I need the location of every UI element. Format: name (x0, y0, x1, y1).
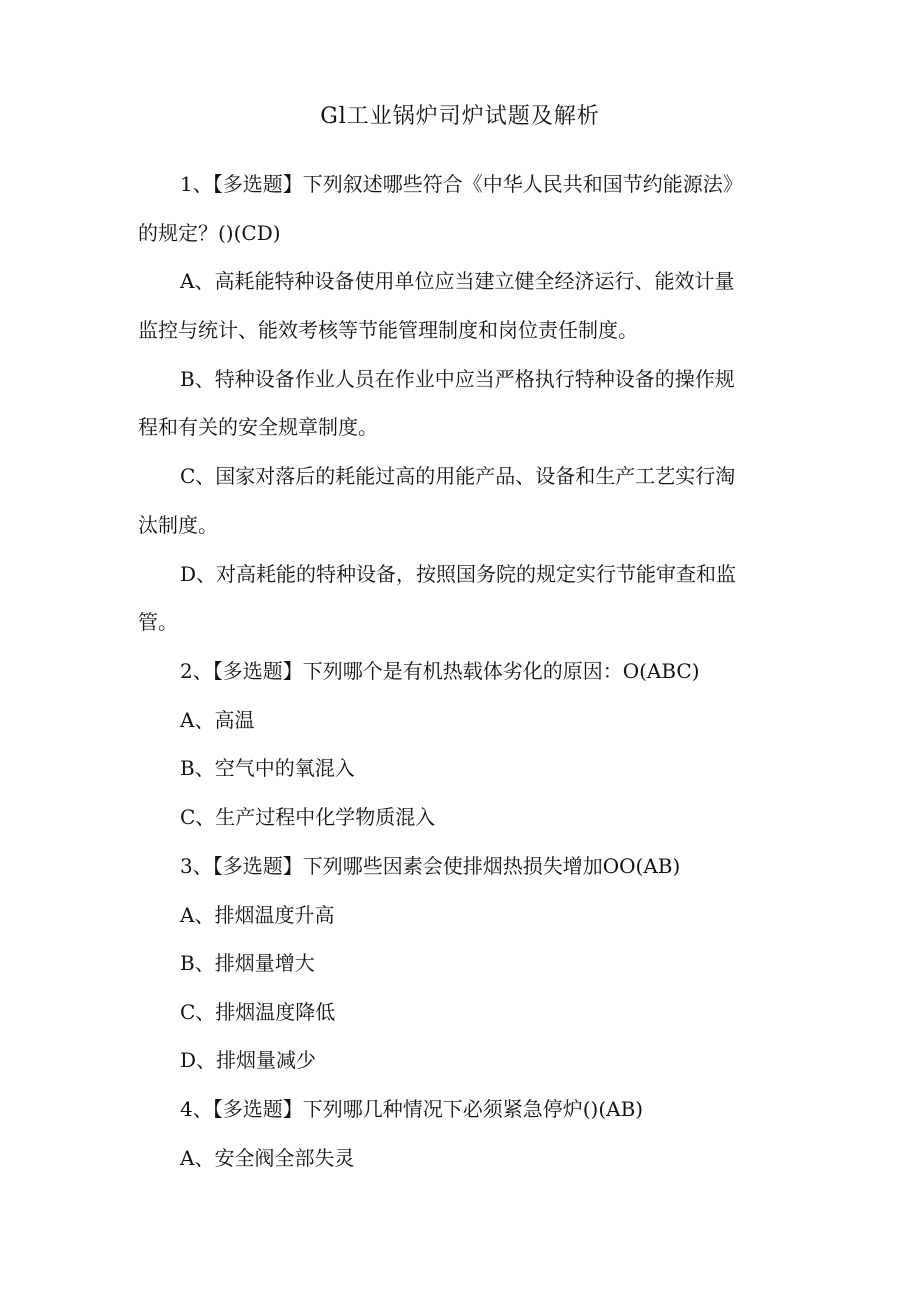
document-title: Gl工业锅炉司炉试题及解析 (320, 104, 600, 129)
question-1-option-c-line-2: 汰制度。 (138, 513, 218, 537)
question-2-option-a: A、高温 (180, 708, 255, 732)
question-3-option-a: A、排烟温度升高 (180, 903, 335, 927)
question-2-option-b: B、空气中的氧混入 (180, 756, 355, 780)
question-3-option-c: C、排烟温度降低 (180, 1000, 336, 1024)
question-1-option-a-line-1: A、高耗能特种设备使用单位应当建立健全经济运行、能效计量 (180, 269, 735, 293)
question-2-stem: 2、【多选题】下列哪个是有机热载体劣化的原因：O(ABC) (180, 659, 700, 683)
question-3-option-d: D、排烟量减少 (180, 1048, 317, 1072)
question-4-option-a: A、安全阀全部失灵 (180, 1146, 355, 1170)
question-1-option-c-line-1: C、国家对落后的耗能过高的用能产品、设备和生产工艺实行淘 (180, 464, 736, 488)
question-1-option-b-line-2: 程和有关的安全规章制度。 (138, 415, 378, 439)
question-1-option-b-line-1: B、特种设备作业人员在作业中应当严格执行特种设备的操作规 (180, 367, 735, 391)
question-3-option-b: B、排烟量增大 (180, 951, 315, 975)
question-1-option-a-line-2: 监控与统计、能效考核等节能管理制度和岗位责任制度。 (138, 318, 638, 342)
question-1-option-d-line-2: 管。 (138, 610, 178, 634)
question-1-option-d-line-1: D、对高耗能的特种设备，按照国务院的规定实行节能审查和监 (180, 562, 737, 586)
question-1-stem-line-2: 的规定？()(CD) (138, 221, 281, 245)
question-1-stem-line-1: 1、【多选题】下列叙述哪些符合《中华人民共和国节约能源法》 (180, 172, 743, 196)
question-4-stem: 4、【多选题】下列哪几种情况下必须紧急停炉()(AB) (180, 1097, 644, 1121)
question-3-stem: 3、【多选题】下列哪些因素会使排烟热损失增加OO(AB) (180, 854, 681, 878)
question-2-option-c: C、生产过程中化学物质混入 (180, 805, 436, 829)
